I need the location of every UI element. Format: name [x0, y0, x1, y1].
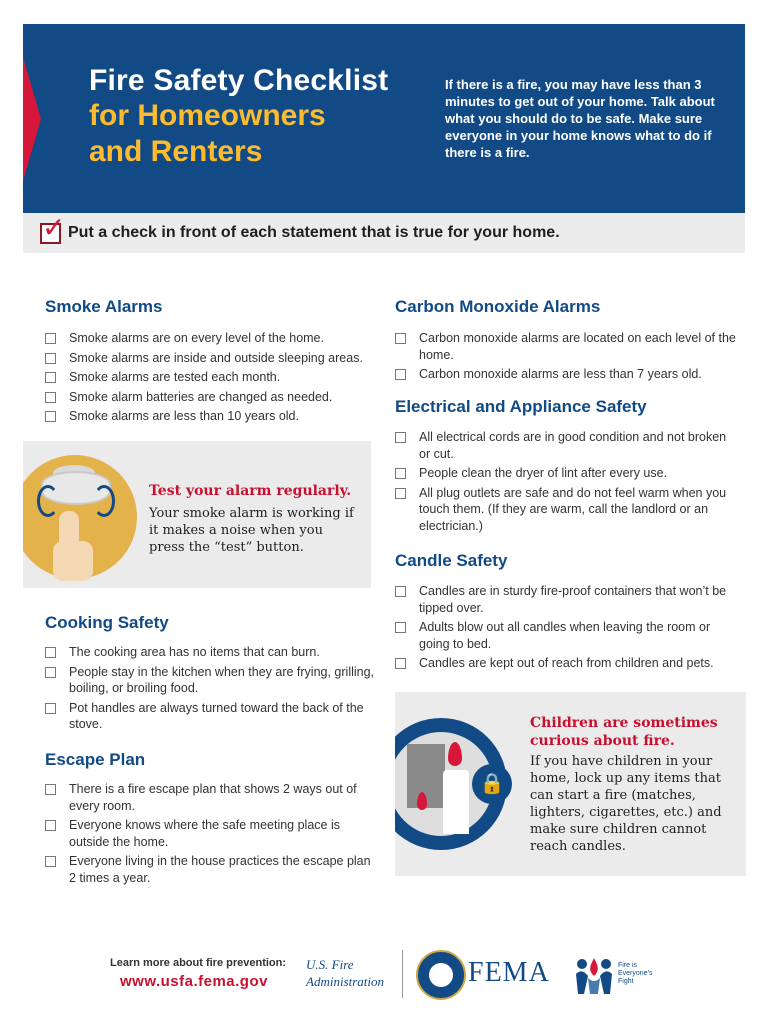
- list-item[interactable]: Candles are in sturdy fire-proof containers that won’t be tipped over.: [395, 583, 740, 616]
- checkbox[interactable]: [395, 333, 406, 344]
- title-line-1: Fire Safety Checklist: [89, 64, 389, 97]
- list-item[interactable]: Smoke alarms are tested each month.: [45, 369, 380, 386]
- list-item[interactable]: Smoke alarms are inside and outside sleeping areas.: [45, 350, 380, 367]
- list-item[interactable]: All electrical cords are in good condition and not broken or cut.: [395, 429, 740, 462]
- checkbox[interactable]: [395, 488, 406, 499]
- list-item[interactable]: Everyone knows where the safe meeting place is outside the home.: [45, 817, 375, 850]
- tip-test-alarm: [23, 441, 371, 588]
- smoke-alarms-list: [45, 330, 380, 428]
- escape-list: [45, 781, 375, 889]
- section-title-smoke-alarms: Smoke Alarms: [45, 297, 163, 316]
- checkbox[interactable]: [395, 622, 406, 633]
- checkbox[interactable]: [45, 667, 56, 678]
- section-title-candle: Candle Safety: [395, 551, 508, 570]
- checkbox[interactable]: [45, 856, 56, 867]
- checkbox[interactable]: [395, 658, 406, 669]
- checkbox[interactable]: [395, 432, 406, 443]
- section-title-escape: Escape Plan: [45, 750, 146, 769]
- checkbox[interactable]: [45, 392, 56, 403]
- list-item[interactable]: Smoke alarm batteries are changed as needed.: [45, 389, 380, 406]
- checkbox[interactable]: [45, 411, 56, 422]
- dhs-seal-icon: [416, 950, 466, 1000]
- red-arrow-icon: [23, 57, 41, 181]
- title-line-2: for Homeowners: [89, 99, 326, 132]
- list-item[interactable]: Smoke alarms are on every level of the home.: [45, 330, 380, 347]
- list-item[interactable]: Smoke alarms are less than 10 years old.: [45, 408, 380, 425]
- list-item[interactable]: The cooking area has no items that can burn.: [45, 644, 375, 661]
- checkbox[interactable]: [45, 647, 56, 658]
- checkbox[interactable]: [395, 468, 406, 479]
- tip-heading: Test your alarm regularly.: [149, 483, 352, 499]
- candle-list: [395, 583, 740, 675]
- instruction-bar: [23, 213, 745, 253]
- checkbox[interactable]: [395, 586, 406, 597]
- fema-logo: FEMA: [468, 957, 550, 988]
- instruction-text: Put a check in front of each statement that is true for your home.: [68, 224, 560, 241]
- fef-logo-text: Fire is Everyone’s Fight: [618, 962, 653, 985]
- checkbox[interactable]: [45, 372, 56, 383]
- list-item[interactable]: Pot handles are always turned toward the back of the stove.: [45, 700, 375, 733]
- co-alarms-list: [395, 330, 740, 386]
- list-item[interactable]: People clean the dryer of lint after every use.: [395, 465, 740, 482]
- list-item[interactable]: There is a fire escape plan that shows 2 ways out of every room.: [45, 781, 375, 814]
- section-title-co-alarms: Carbon Monoxide Alarms: [395, 297, 601, 316]
- usfa-logo: U.S. Fire Administration: [306, 957, 385, 989]
- list-item[interactable]: Carbon monoxide alarms are located on each level of the home.: [395, 330, 740, 363]
- header-banner: [23, 24, 745, 213]
- checkbox[interactable]: [45, 784, 56, 795]
- footer-learn-text: Learn more about fire prevention:: [110, 957, 287, 969]
- section-title-electrical: Electrical and Appliance Safety: [395, 397, 647, 416]
- intro-text: If there is a fire, you may have less than 3 minutes to get out of your home. Talk about what you should do to be safe. Make sure everyone in your home knows what to do if there is a fire.: [445, 77, 715, 160]
- title-line-3: and Renters: [89, 135, 263, 168]
- lock-icon: 🔒: [472, 764, 512, 804]
- checkmark-icon: ✓: [42, 212, 66, 243]
- section-title-cooking: Cooking Safety: [45, 613, 169, 632]
- tip-heading: Children are sometimes curious about fire.: [530, 715, 718, 749]
- list-item[interactable]: Carbon monoxide alarms are less than 7 years old.: [395, 366, 740, 383]
- tip-body: Your smoke alarm is working if it makes a noise when you press the “test” button.: [149, 506, 354, 555]
- list-item[interactable]: Everyone living in the house practices the escape plan 2 times a year.: [45, 853, 375, 886]
- fire-is-everyones-fight-icon: [572, 954, 616, 996]
- checkbox[interactable]: [45, 353, 56, 364]
- tip-body: If you have children in your home, lock up any items that can start a fire (matches, lighters, cigarettes, etc.) and make sure children cannot reach candles.: [530, 754, 722, 854]
- checkbox[interactable]: [395, 369, 406, 380]
- electrical-list: [395, 429, 740, 537]
- checkbox[interactable]: [45, 333, 56, 344]
- checkbox[interactable]: [45, 820, 56, 831]
- list-item[interactable]: Adults blow out all candles when leaving the room or going to bed.: [395, 619, 740, 652]
- footer-url-link[interactable]: www.usfa.fema.gov: [120, 973, 268, 990]
- footer-divider: [402, 950, 403, 998]
- tip-children: [395, 692, 746, 876]
- cooking-list: [45, 644, 375, 736]
- list-item[interactable]: All plug outlets are safe and do not feel warm when you touch them. (If they are warm, call the landlord or an electrician.): [395, 485, 740, 535]
- list-item[interactable]: People stay in the kitchen when they are frying, grilling, boiling, or broiling food.: [45, 664, 375, 697]
- list-item[interactable]: Candles are kept out of reach from children and pets.: [395, 655, 740, 672]
- checkbox[interactable]: [45, 703, 56, 714]
